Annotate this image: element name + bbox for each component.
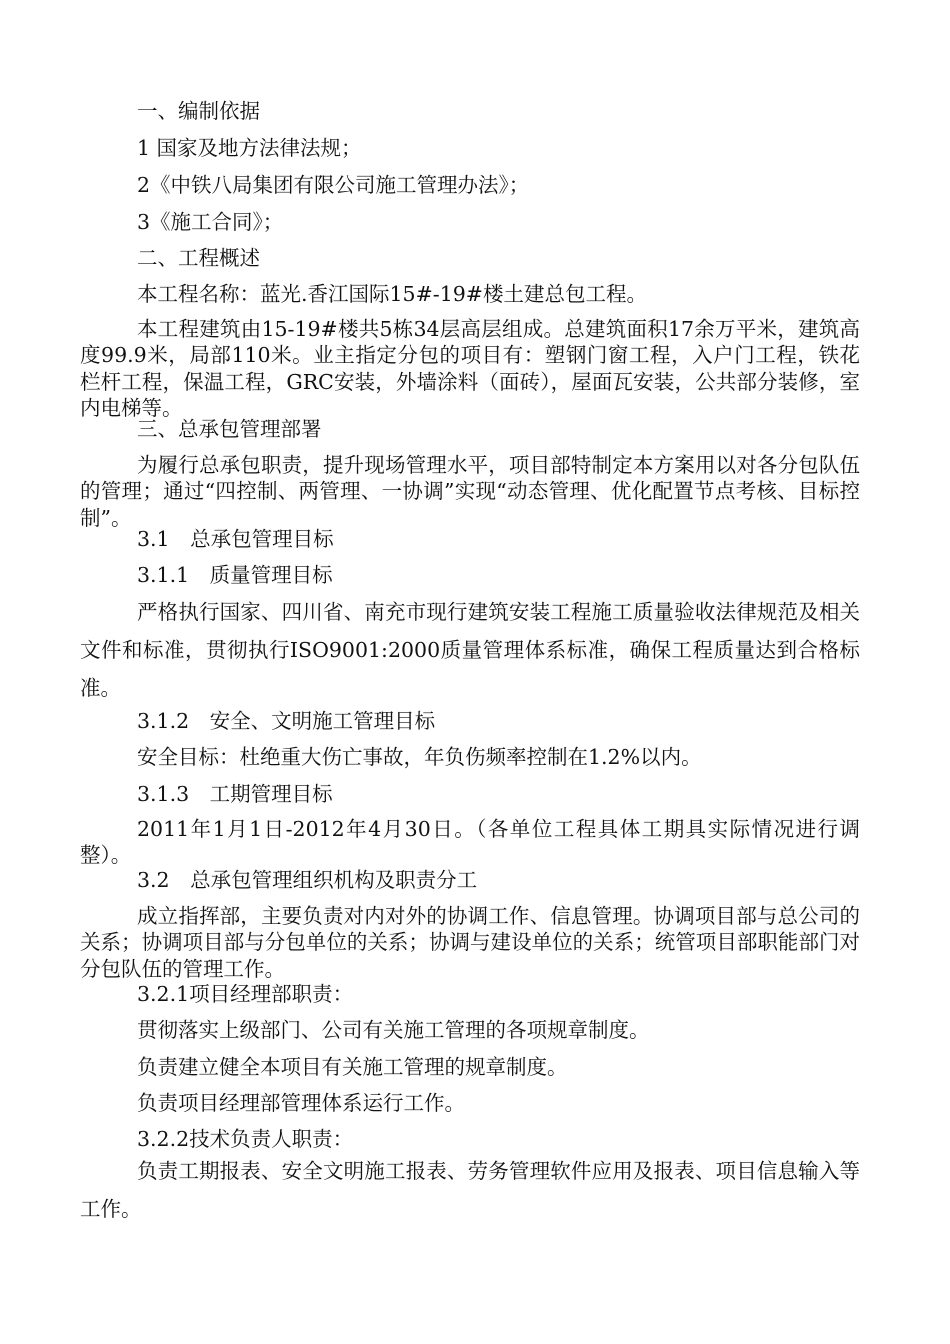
heading-3-2-2: 3.2.2技术负责人职责： (137, 1127, 354, 1151)
section3-intro-paragraph: 为履行总承包职责，提升现场管理水平，项目部特制定本方案用以对各分包队伍的管理；通过“四控制、两管理、一协调”实现“动态管理、优化配置节点考核、目标控制”。 (80, 453, 860, 530)
project-overview-paragraph: 本工程建筑由15-19#楼共5栋34层高层组成。总建筑面积17余万平米，建筑高度99.9米，局部110米。业主指定分包的项目有：塑钢门窗工程，入户门工程，铁花栏杆工程，保温工程，GRC安装，外墙涂料（面砖），屋面瓦安装，公共部分装修，室内电梯等。 (80, 317, 860, 421)
basis-item-laws: 1 国家及地方法律法规； (137, 136, 362, 160)
quality-target-paragraph: 严格执行国家、四川省、南充市现行建筑安装工程施工质量验收法律规范及相关文件和标准，贯彻执行ISO9001:2000质量管理体系标准，确保工程质量达到合格标准。 (80, 600, 860, 701)
heading-3-1-1: 3.1.1 质量管理目标 (137, 563, 333, 587)
heading-3-1-3: 3.1.3 工期管理目标 (137, 782, 333, 806)
pm-duty-item: 贯彻落实上级部门、公司有关施工管理的各项规章制度。 (137, 1018, 650, 1042)
safety-target-paragraph: 安全目标：杜绝重大伤亡事故，年负伤频率控制在1.2%以内。 (137, 745, 702, 769)
section-heading-general-contracting: 三、总承包管理部署 (137, 417, 322, 441)
basis-item-contract: 3《施工合同》； (137, 210, 284, 234)
organization-paragraph: 成立指挥部，主要负责对内对外的协调工作、信息管理。协调项目部与总公司的关系；协调项目部与分包单位的关系；协调与建设单位的关系；统管项目部职能部门对分包队伍的管理工作。 (80, 904, 860, 981)
heading-3-2: 3.2 总承包管理组织机构及职责分工 (137, 868, 478, 892)
section-heading-compilation-basis: 一、编制依据 (137, 99, 260, 123)
pm-duty-item: 负责项目经理部管理体系运行工作。 (137, 1091, 465, 1115)
tech-duty-paragraph: 负责工期报表、安全文明施工报表、劳务管理软件应用及报表、项目信息输入等工作。 (80, 1159, 860, 1222)
basis-item-management-measures: 2《中铁八局集团有限公司施工管理办法》； (137, 173, 530, 197)
heading-3-1-2: 3.1.2 安全、文明施工管理目标 (137, 709, 436, 733)
heading-3-2-1: 3.2.1项目经理部职责： (137, 982, 354, 1006)
pm-duty-item: 负责建立健全本项目有关施工管理的规章制度。 (137, 1055, 568, 1079)
project-name-paragraph: 本工程名称：蓝光.香江国际15#-19#楼土建总包工程。 (137, 282, 647, 306)
section-heading-project-overview: 二、工程概述 (137, 246, 260, 270)
heading-3-1: 3.1 总承包管理目标 (137, 527, 334, 551)
schedule-target-paragraph: 2011年1月1日-2012年4月30日。（各单位工程具体工期具实际情况进行调整）。 (80, 817, 860, 868)
